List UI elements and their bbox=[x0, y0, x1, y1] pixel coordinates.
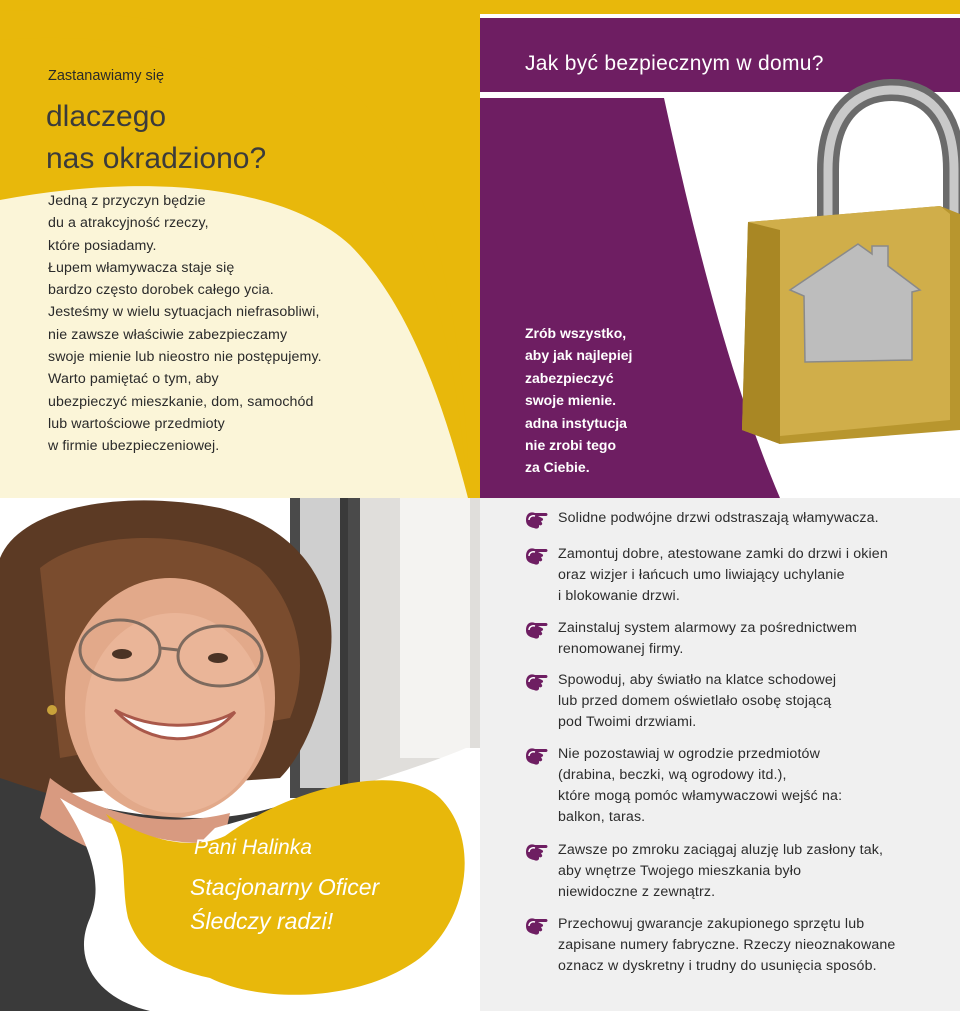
paragraph-line: nie zawsze właściwie zabezpieczamy bbox=[48, 326, 288, 343]
tip-line: (drabina, beczki, wą ogrodowy itd.), bbox=[558, 767, 787, 783]
callout-line: za Ciebie. bbox=[525, 459, 590, 476]
paragraph-line: w firmie ubezpieczeniowej. bbox=[48, 438, 220, 455]
tip-line: balkon, taras. bbox=[558, 809, 646, 825]
hand-pointer-icon bbox=[524, 544, 548, 566]
tip-line: pod Twoimi drzwiami. bbox=[558, 714, 697, 730]
callout-line: adna instytucja bbox=[525, 414, 627, 431]
callout-text bbox=[525, 322, 632, 479]
right-callout-panel bbox=[480, 0, 960, 498]
role-line: Śledczy radzi! bbox=[190, 908, 334, 934]
padlock-house-icon bbox=[742, 90, 960, 444]
hand-pointer-icon bbox=[524, 914, 548, 936]
callout-line: swoje mienie. bbox=[525, 392, 617, 409]
tips-panel bbox=[480, 498, 960, 1011]
paragraph-line: Łupem włamywacza staje się bbox=[48, 259, 235, 276]
hand-pointer-icon bbox=[524, 618, 548, 640]
tip-line: niewidoczne z zewnątrz. bbox=[558, 884, 716, 900]
tip-line: Zawsze po zmroku zaciągaj aluzję lub zasłony tak, bbox=[558, 842, 884, 858]
hand-pointer-icon bbox=[524, 670, 548, 692]
person-name: Pani Halinka bbox=[194, 836, 312, 859]
callout-line: nie zrobi tego bbox=[525, 437, 616, 454]
paragraph-line: Jesteśmy w wielu sytuacjach niefrasobliwi, bbox=[48, 304, 320, 321]
hand-pointer-icon bbox=[524, 840, 548, 862]
tip-text bbox=[558, 544, 888, 607]
paragraph-line: du a atrakcyjność rzeczy, bbox=[48, 215, 209, 232]
tip-text bbox=[558, 914, 895, 977]
tip-line: które mogą pomóc włamywaczowi wejść na: bbox=[558, 788, 843, 804]
tip-line: aby wnętrze Twojego mieszkania było bbox=[558, 863, 802, 879]
tip-line: Przechowuj gwarancje zakupionego sprzętu lub bbox=[558, 916, 865, 932]
paragraph-line: swoje mienie lub nieostro nie postępujemy. bbox=[48, 349, 322, 366]
paragraph-line: Warto pamiętać o tym, aby bbox=[48, 371, 219, 388]
tip-text bbox=[558, 744, 842, 828]
tip-line: oznacz w dyskretny i trudny do usunięcia sposób. bbox=[558, 958, 877, 974]
tip-line: i blokowanie drzwi. bbox=[558, 588, 680, 604]
callout-line: zabezpieczyć bbox=[525, 369, 614, 386]
callout-line: aby jak najlepiej bbox=[525, 347, 633, 364]
tip-line: renomowanej firmy. bbox=[558, 641, 684, 657]
photo-panel bbox=[0, 498, 480, 1011]
tip-line: Nie pozostawiaj w ogrodzie przedmiotów bbox=[558, 746, 820, 762]
headline bbox=[46, 96, 266, 180]
tip-line: Zamontuj dobre, atestowane zamki do drzwi i okien bbox=[558, 546, 888, 562]
tip-text bbox=[558, 618, 857, 660]
person-role bbox=[190, 870, 379, 938]
tip-line: zapisane numery fabryczne. Rzeczy nieoznakowane bbox=[558, 937, 896, 953]
tip-text bbox=[558, 508, 879, 529]
hand-pointer-icon bbox=[524, 744, 548, 766]
tip-line: oraz wizjer i łańcuch umo liwiający uchylanie bbox=[558, 567, 845, 583]
tip-line: Solidne podwójne drzwi odstraszają włamywacza. bbox=[558, 510, 879, 526]
callout-line: Zrób wszystko, bbox=[525, 325, 627, 341]
intro-paragraph bbox=[48, 190, 408, 458]
paragraph-line: które posiadamy. bbox=[48, 237, 157, 254]
hand-pointer-icon bbox=[524, 508, 548, 530]
tip-line: lub przed domem oświetlało osobę stojącą bbox=[558, 693, 832, 709]
role-line: Stacjonarny Oficer bbox=[190, 874, 380, 900]
tip-text bbox=[558, 840, 883, 903]
paragraph-line: Jedną z przyczyn będzie bbox=[48, 193, 206, 209]
left-intro-panel bbox=[0, 0, 480, 498]
intro-text: Zastanawiamy się bbox=[48, 68, 165, 84]
paragraph-line: ubezpieczyć mieszkanie, dom, samochód bbox=[48, 393, 314, 410]
tip-line: Spowoduj, aby światło na klatce schodowej bbox=[558, 672, 837, 688]
tip-text bbox=[558, 670, 836, 733]
headline-line: nas okradziono? bbox=[46, 142, 267, 175]
paragraph-line: lub wartościowe przedmioty bbox=[48, 415, 225, 432]
tip-line: Zainstaluj system alarmowy za pośrednictwem bbox=[558, 620, 857, 636]
headline-line: dlaczego bbox=[46, 100, 167, 133]
paragraph-line: bardzo często dorobek całego ycia. bbox=[48, 282, 274, 299]
section-title: Jak być bezpiecznym w domu? bbox=[525, 52, 824, 75]
